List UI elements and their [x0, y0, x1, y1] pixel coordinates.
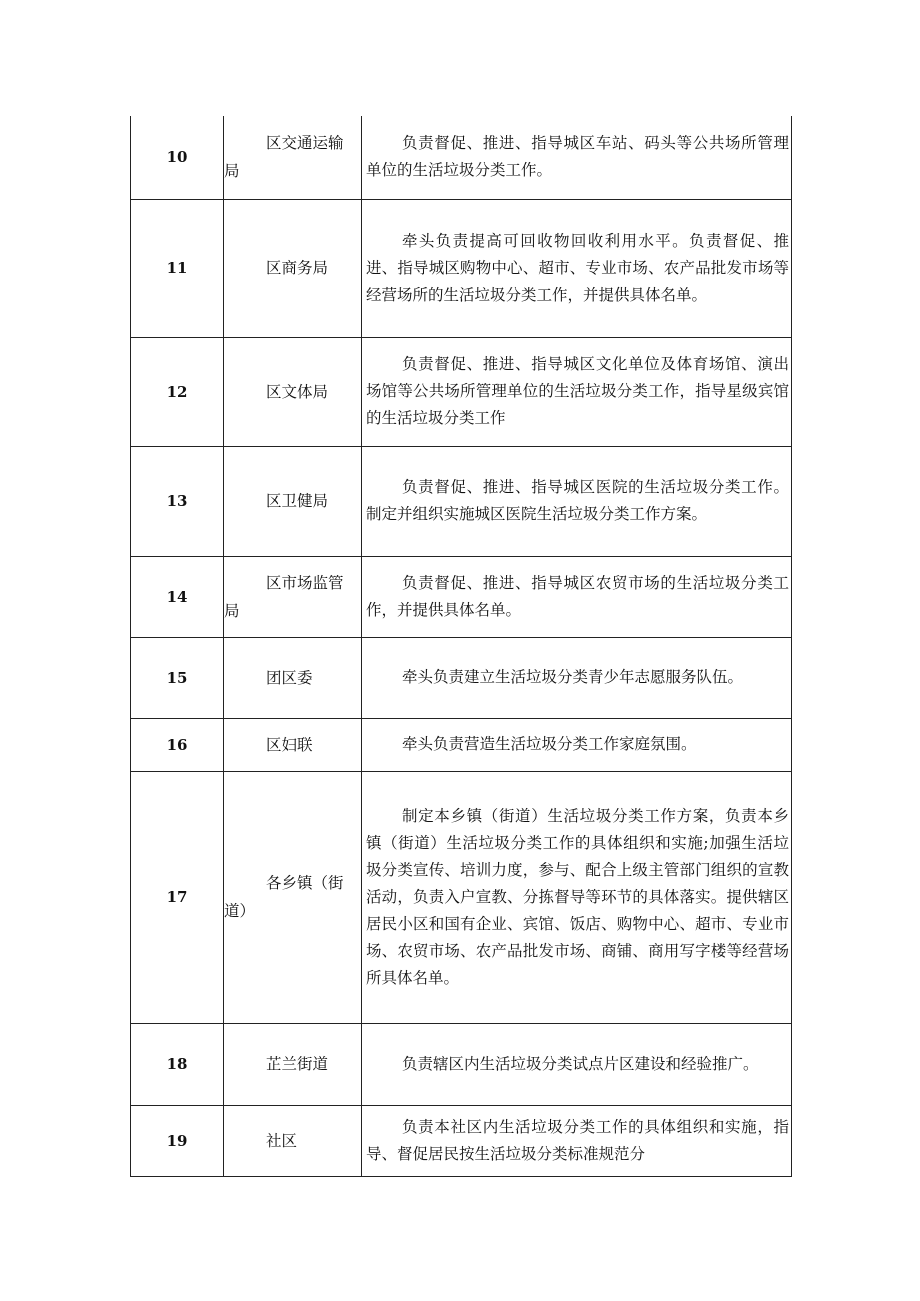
department-name: 区卫健局 — [266, 492, 329, 510]
duty-cell — [362, 446, 792, 556]
duty-description: 负责督促、推进、指导城区车站、码头等公共场所管理单位的生活垃圾分类工作。 — [366, 134, 789, 180]
row-number: 18 — [131, 1023, 224, 1105]
department-name: 区交通运输局 — [224, 134, 344, 181]
table-row — [131, 116, 792, 199]
row-number: 17 — [131, 771, 224, 1023]
row-number: 14 — [131, 556, 224, 637]
row-number: 13 — [131, 446, 224, 556]
department-cell — [224, 771, 362, 1023]
duty-cell — [362, 1023, 792, 1105]
duty-cell — [362, 637, 792, 718]
table-row — [131, 337, 792, 446]
duty-cell — [362, 199, 792, 337]
row-number: 16 — [131, 718, 224, 771]
department-name: 区文体局 — [266, 382, 329, 401]
duty-cell — [362, 556, 792, 637]
department-cell — [224, 718, 362, 771]
duty-description: 负责督促、推进、指导城区文化单位及体育场馆、演出场馆等公共场所管理单位的生活垃圾分类工作，指导星级宾馆的生活垃圾分类工作 — [366, 355, 789, 427]
department-name: 区妇联 — [266, 735, 313, 754]
department-name: 区商务局 — [266, 259, 329, 277]
row-number: 10 — [131, 116, 224, 199]
duty-cell — [362, 718, 792, 771]
table-row — [131, 637, 792, 718]
department-cell — [224, 116, 362, 199]
responsibility-table — [130, 116, 792, 1177]
table-row — [131, 446, 792, 556]
duty-description: 牵头负责营造生活垃圾分类工作家庭氛围。 — [402, 735, 697, 753]
duty-description: 负责辖区内生活垃圾分类试点片区建设和经验推广。 — [402, 1054, 759, 1073]
department-cell — [224, 1105, 362, 1176]
duty-description: 牵头负责建立生活垃圾分类青少年志愿服务队伍。 — [402, 668, 744, 686]
table-row — [131, 556, 792, 637]
duty-cell — [362, 1105, 792, 1176]
table-row — [131, 1105, 792, 1176]
department-cell — [224, 1023, 362, 1105]
row-number: 15 — [131, 637, 224, 718]
row-number: 19 — [131, 1105, 224, 1176]
department-cell — [224, 446, 362, 556]
duty-description: 牵头负责提高可回收物回收利用水平。负责督促、推进、指导城区购物中心、超市、专业市场、农产品批发市场等经营场所的生活垃圾分类工作，并提供具体名单。 — [366, 231, 789, 304]
department-cell — [224, 199, 362, 337]
department-name: 各乡镇（街道） — [224, 874, 344, 920]
duty-cell — [362, 337, 792, 446]
row-number: 12 — [131, 337, 224, 446]
table-row — [131, 199, 792, 337]
table-row — [131, 718, 792, 771]
department-name: 社区 — [266, 1131, 298, 1150]
duty-cell — [362, 771, 792, 1023]
table-row — [131, 771, 792, 1023]
department-name: 区市场监管局 — [224, 573, 344, 620]
duty-cell — [362, 116, 792, 199]
department-cell — [224, 637, 362, 718]
table-row — [131, 1023, 792, 1105]
row-number: 11 — [131, 199, 224, 337]
duty-description: 负责督促、推进、指导城区农贸市场的生活垃圾分类工作，并提供具体名单。 — [366, 573, 789, 619]
duty-description: 负责督促、推进、指导城区医院的生活垃圾分类工作。制定并组织实施城区医院生活垃圾分类工作方案。 — [366, 478, 789, 523]
department-cell — [224, 556, 362, 637]
department-cell — [224, 337, 362, 446]
duty-description: 负责本社区内生活垃圾分类工作的具体组织和实施，指导、督促居民按生活垃圾分类标准规范分 — [366, 1117, 789, 1163]
department-name: 芷兰街道 — [266, 1055, 329, 1073]
duty-description: 制定本乡镇（街道）生活垃圾分类工作方案，负责本乡镇（街道）生活垃圾分类工作的具体组织和实施;加强生活垃圾分类宣传、培训力度，参与、配合上级主管部门组织的宣教活动，负责入户宣教、分拣督导等环节的具体落实。提供辖区居民小区和国有企业、宾馆、饭店、购物中心、超市、专业市场、农贸市场、农产品批发市场、商铺、商用写字楼等经营场所具体名单。 — [366, 806, 789, 987]
department-name: 团区委 — [266, 668, 313, 687]
